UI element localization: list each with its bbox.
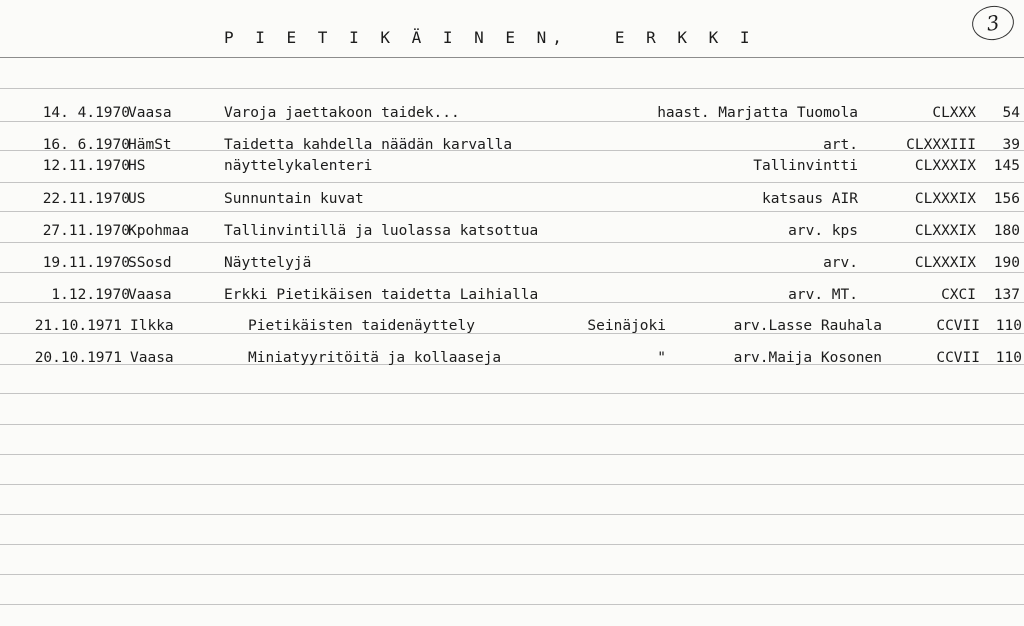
entry-paper: HämSt <box>128 137 172 153</box>
entry-volume: CLXXXIX <box>914 191 976 207</box>
entry-paper: Kpohmaa <box>128 223 190 239</box>
entry-page: 110 <box>995 350 1022 366</box>
entry-title: Pietikäisten taidenäyttely <box>248 318 475 334</box>
entry-date: 16. 6.1970 <box>42 137 130 153</box>
entry-paper: Vaasa <box>130 350 174 366</box>
ruled-line <box>0 393 1024 394</box>
entry-volume: CXCI <box>941 287 976 303</box>
entry-date: 20.10.1971 <box>34 350 122 366</box>
entry-extra: haast. Marjatta Tuomola <box>657 105 858 121</box>
entry-volume: CCVII <box>936 318 980 334</box>
ruled-line <box>0 544 1024 545</box>
entry-title: näyttelykalenteri <box>224 158 373 174</box>
entry-extra: arv. <box>823 255 858 271</box>
entry-volume: CLXXXIX <box>914 158 976 174</box>
entry-extra: Tallinvintti <box>753 158 858 174</box>
entry-volume: CLXXXIII <box>906 137 976 153</box>
ruled-line <box>0 604 1024 605</box>
entry-paper: US <box>128 191 146 207</box>
entry-title: Varoja jaettakoon taidek... <box>224 105 460 121</box>
card-number-circle <box>970 3 1016 43</box>
entry-page: 156 <box>993 191 1020 207</box>
entry-extra: arv.Maija Kosonen <box>733 350 882 366</box>
entry-extra: art. <box>823 137 858 153</box>
entry-date: 1.12.1970 <box>51 287 130 303</box>
card-number: 3 <box>985 10 1001 36</box>
entry-date: 21.10.1971 <box>34 318 122 334</box>
entry-extra: arv. kps <box>788 223 858 239</box>
entry-page: 180 <box>993 223 1020 239</box>
entry-paper: HS <box>128 158 146 174</box>
entry-page: 145 <box>993 158 1020 174</box>
entry-volume: CLXXX <box>932 105 976 121</box>
entry-date: 27.11.1970 <box>42 223 130 239</box>
entry-date: 14. 4.1970 <box>42 105 130 121</box>
ruled-line <box>0 182 1024 183</box>
ruled-line <box>0 514 1024 515</box>
entry-title: Tallinvintillä ja luolassa katsottua <box>224 223 539 239</box>
entry-title: Taidetta kahdella näädän karvalla <box>224 137 513 153</box>
entry-extra: arv.Lasse Rauhala <box>733 318 882 334</box>
entry-paper: Vaasa <box>128 105 172 121</box>
entry-title: Miniatyyritöitä ja kollaaseja <box>248 350 502 366</box>
entry-volume: CLXXXIX <box>914 255 976 271</box>
entry-page: 190 <box>993 255 1020 271</box>
entry-volume: CCVII <box>936 350 980 366</box>
ruled-line <box>0 484 1024 485</box>
ruled-line <box>0 454 1024 455</box>
entry-volume: CLXXXIX <box>914 223 976 239</box>
entry-title: Sunnuntain kuvat <box>224 191 364 207</box>
entry-title: Erkki Pietikäisen taidetta Laihialla <box>224 287 539 303</box>
entry-paper: Vaasa <box>128 287 172 303</box>
entry-page: 54 <box>1002 105 1020 121</box>
entry-place: Seinäjoki <box>587 318 666 334</box>
ruled-line <box>0 424 1024 425</box>
entry-page: 39 <box>1002 137 1020 153</box>
ruled-line <box>0 242 1024 243</box>
entry-extra: katsaus AIR <box>761 191 858 207</box>
entry-page: 137 <box>993 287 1020 303</box>
entry-date: 19.11.1970 <box>42 255 130 271</box>
entry-date: 22.11.1970 <box>42 191 130 207</box>
entry-paper: Ilkka <box>130 318 174 334</box>
ruled-line <box>0 57 1024 58</box>
ruled-line <box>0 211 1024 212</box>
entry-title: Näyttelyjä <box>224 255 312 271</box>
ruled-line <box>0 88 1024 89</box>
entry-place: " <box>657 350 666 366</box>
entry-extra: arv. MT. <box>788 287 858 303</box>
entry-page: 110 <box>995 318 1022 334</box>
entry-date: 12.11.1970 <box>42 158 130 174</box>
card-header-name: P I E T I K Ä I N E N, E R K K I <box>224 28 756 47</box>
ruled-line <box>0 272 1024 273</box>
ruled-line <box>0 574 1024 575</box>
entry-paper: SSosd <box>128 255 172 271</box>
